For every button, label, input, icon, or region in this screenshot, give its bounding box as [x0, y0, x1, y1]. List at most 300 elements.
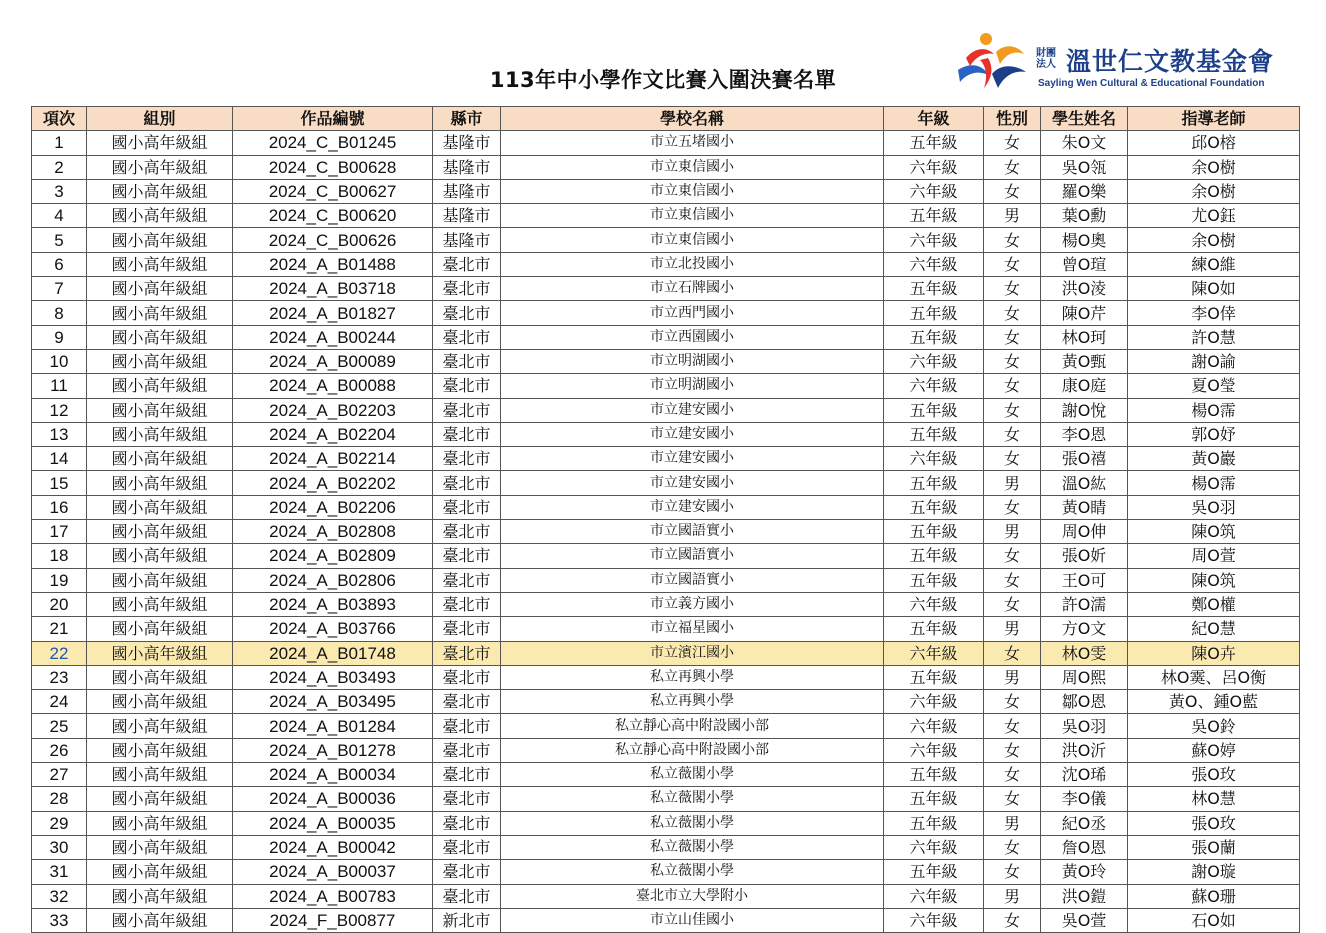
cell-grade: 五年級 [884, 568, 984, 592]
table-row [32, 374, 1300, 398]
cell-student: 吳O瓴 [1041, 155, 1128, 179]
cell-teacher: 林O霙、呂O衡 [1128, 665, 1300, 689]
cell-city: 臺北市 [433, 738, 501, 762]
table-row [32, 811, 1300, 835]
cell-gender: 女 [984, 787, 1041, 811]
cell-gender: 女 [984, 908, 1041, 932]
cell-teacher: 黃O巖 [1128, 447, 1300, 471]
cell-student: 方O文 [1041, 617, 1128, 641]
table-row [32, 325, 1300, 349]
header-city: 縣市 [433, 107, 501, 131]
cell-index: 5 [32, 228, 87, 252]
table-row [32, 277, 1300, 301]
table-row [32, 349, 1300, 373]
cell-city: 臺北市 [433, 714, 501, 738]
cell-index: 12 [32, 398, 87, 422]
cell-gender: 女 [984, 495, 1041, 519]
cell-work-id: 2024_C_B00620 [233, 204, 433, 228]
cell-school: 私立薇閣小學 [501, 860, 884, 884]
cell-school: 私立薇閣小學 [501, 835, 884, 859]
cell-gender: 女 [984, 860, 1041, 884]
table-header-row [32, 107, 1300, 131]
table-row [32, 398, 1300, 422]
cell-work-id: 2024_A_B02203 [233, 398, 433, 422]
cell-gender: 女 [984, 374, 1041, 398]
cell-city: 臺北市 [433, 665, 501, 689]
cell-gender: 男 [984, 520, 1041, 544]
cell-teacher: 許O慧 [1128, 325, 1300, 349]
cell-gender: 女 [984, 714, 1041, 738]
cell-grade: 六年級 [884, 252, 984, 276]
cell-work-id: 2024_C_B00627 [233, 179, 433, 203]
cell-group: 國小高年級組 [87, 398, 233, 422]
foundation-type-label: 財團法人 [1036, 48, 1056, 70]
cell-student: 李O儀 [1041, 787, 1128, 811]
cell-school: 市立石牌國小 [501, 277, 884, 301]
cell-teacher: 余O樹 [1128, 155, 1300, 179]
cell-group: 國小高年級組 [87, 374, 233, 398]
cell-work-id: 2024_A_B01748 [233, 641, 433, 665]
table-row [32, 422, 1300, 446]
table-row [32, 617, 1300, 641]
cell-student: 林O珂 [1041, 325, 1128, 349]
table-row [32, 835, 1300, 859]
cell-school: 市立建安國小 [501, 447, 884, 471]
cell-city: 臺北市 [433, 690, 501, 714]
cell-group: 國小高年級組 [87, 252, 233, 276]
cell-student: 王O可 [1041, 568, 1128, 592]
cell-school: 市立東信國小 [501, 155, 884, 179]
cell-group: 國小高年級組 [87, 179, 233, 203]
cell-index: 21 [32, 617, 87, 641]
cell-group: 國小高年級組 [87, 641, 233, 665]
cell-gender: 男 [984, 665, 1041, 689]
cell-city: 臺北市 [433, 763, 501, 787]
table-row [32, 301, 1300, 325]
table-row [32, 592, 1300, 616]
cell-school: 私立再興小學 [501, 690, 884, 714]
cell-gender: 女 [984, 835, 1041, 859]
cell-school: 市立建安國小 [501, 422, 884, 446]
cell-work-id: 2024_A_B03718 [233, 277, 433, 301]
cell-work-id: 2024_C_B00626 [233, 228, 433, 252]
cell-work-id: 2024_A_B02204 [233, 422, 433, 446]
cell-teacher: 黃O、鍾O藍 [1128, 690, 1300, 714]
table-row [32, 860, 1300, 884]
cell-index: 8 [32, 301, 87, 325]
cell-student: 陳O芹 [1041, 301, 1128, 325]
cell-city: 臺北市 [433, 252, 501, 276]
cell-school: 市立國語實小 [501, 568, 884, 592]
header-gender: 性別 [984, 107, 1041, 131]
cell-teacher: 夏O瑩 [1128, 374, 1300, 398]
cell-student: 曾O瑄 [1041, 252, 1128, 276]
cell-city: 臺北市 [433, 471, 501, 495]
cell-index: 1 [32, 131, 87, 155]
cell-index: 30 [32, 835, 87, 859]
cell-grade: 五年級 [884, 860, 984, 884]
cell-grade: 五年級 [884, 763, 984, 787]
cell-city: 臺北市 [433, 617, 501, 641]
table-row [32, 908, 1300, 932]
cell-school: 市立東信國小 [501, 228, 884, 252]
table-row [32, 495, 1300, 519]
cell-gender: 男 [984, 811, 1041, 835]
cell-teacher: 紀O慧 [1128, 617, 1300, 641]
cell-gender: 女 [984, 447, 1041, 471]
cell-gender: 女 [984, 325, 1041, 349]
cell-work-id: 2024_A_B02809 [233, 544, 433, 568]
cell-grade: 六年級 [884, 179, 984, 203]
cell-grade: 六年級 [884, 349, 984, 373]
cell-index: 15 [32, 471, 87, 495]
cell-grade: 五年級 [884, 325, 984, 349]
cell-school: 私立薇閣小學 [501, 763, 884, 787]
cell-school: 市立東信國小 [501, 204, 884, 228]
cell-work-id: 2024_A_B00037 [233, 860, 433, 884]
cell-grade: 六年級 [884, 908, 984, 932]
cell-school: 私立薇閣小學 [501, 787, 884, 811]
cell-index: 33 [32, 908, 87, 932]
cell-work-id: 2024_A_B02202 [233, 471, 433, 495]
cell-grade: 五年級 [884, 204, 984, 228]
table-row [32, 228, 1300, 252]
cell-grade: 五年級 [884, 811, 984, 835]
header-index: 項次 [32, 107, 87, 131]
cell-work-id: 2024_A_B00783 [233, 884, 433, 908]
header-teacher: 指導老師 [1128, 107, 1300, 131]
cell-gender: 女 [984, 422, 1041, 446]
cell-gender: 男 [984, 471, 1041, 495]
cell-grade: 六年級 [884, 228, 984, 252]
cell-group: 國小高年級組 [87, 763, 233, 787]
table-row [32, 714, 1300, 738]
cell-work-id: 2024_A_B01278 [233, 738, 433, 762]
cell-group: 國小高年級組 [87, 495, 233, 519]
cell-group: 國小高年級組 [87, 690, 233, 714]
cell-student: 洪O沂 [1041, 738, 1128, 762]
cell-grade: 六年級 [884, 374, 984, 398]
cell-school: 市立山佳國小 [501, 908, 884, 932]
cell-grade: 六年級 [884, 738, 984, 762]
table-row [32, 787, 1300, 811]
cell-index: 20 [32, 592, 87, 616]
cell-teacher: 謝O諭 [1128, 349, 1300, 373]
cell-group: 國小高年級組 [87, 155, 233, 179]
cell-city: 新北市 [433, 908, 501, 932]
cell-teacher: 蘇O婷 [1128, 738, 1300, 762]
cell-grade: 五年級 [884, 665, 984, 689]
cell-student: 洪O鎧 [1041, 884, 1128, 908]
cell-index: 4 [32, 204, 87, 228]
cell-student: 詹O恩 [1041, 835, 1128, 859]
foundation-name-en: Sayling Wen Cultural & Educational Foundation [1038, 78, 1265, 89]
cell-teacher: 鄭O權 [1128, 592, 1300, 616]
cell-grade: 六年級 [884, 641, 984, 665]
cell-city: 臺北市 [433, 325, 501, 349]
cell-student: 吳O羽 [1041, 714, 1128, 738]
cell-work-id: 2024_A_B00036 [233, 787, 433, 811]
cell-city: 臺北市 [433, 568, 501, 592]
cell-work-id: 2024_A_B01488 [233, 252, 433, 276]
header-group: 組別 [87, 107, 233, 131]
cell-school: 市立明湖國小 [501, 349, 884, 373]
cell-grade: 五年級 [884, 787, 984, 811]
cell-teacher: 楊O霈 [1128, 471, 1300, 495]
cell-index: 3 [32, 179, 87, 203]
cell-student: 周O熙 [1041, 665, 1128, 689]
cell-teacher: 張O玫 [1128, 763, 1300, 787]
cell-school: 市立義方國小 [501, 592, 884, 616]
cell-group: 國小高年級組 [87, 301, 233, 325]
cell-index: 26 [32, 738, 87, 762]
cell-student: 康O庭 [1041, 374, 1128, 398]
cell-group: 國小高年級組 [87, 714, 233, 738]
cell-work-id: 2024_A_B00042 [233, 835, 433, 859]
cell-group: 國小高年級組 [87, 811, 233, 835]
cell-index: 14 [32, 447, 87, 471]
cell-index: 25 [32, 714, 87, 738]
cell-gender: 女 [984, 568, 1041, 592]
cell-work-id: 2024_A_B01284 [233, 714, 433, 738]
cell-grade: 五年級 [884, 301, 984, 325]
cell-index: 17 [32, 520, 87, 544]
cell-school: 市立西門國小 [501, 301, 884, 325]
cell-gender: 男 [984, 884, 1041, 908]
cell-student: 謝O悅 [1041, 398, 1128, 422]
cell-work-id: 2024_A_B00089 [233, 349, 433, 373]
cell-student: 羅O樂 [1041, 179, 1128, 203]
cell-grade: 六年級 [884, 835, 984, 859]
cell-city: 臺北市 [433, 447, 501, 471]
cell-gender: 女 [984, 349, 1041, 373]
cell-gender: 女 [984, 155, 1041, 179]
cell-group: 國小高年級組 [87, 277, 233, 301]
cell-student: 黃O玲 [1041, 860, 1128, 884]
cell-teacher: 陳O如 [1128, 277, 1300, 301]
cell-teacher: 李O倖 [1128, 301, 1300, 325]
cell-index: 16 [32, 495, 87, 519]
cell-index: 9 [32, 325, 87, 349]
cell-work-id: 2024_C_B00628 [233, 155, 433, 179]
cell-student: 黃O甄 [1041, 349, 1128, 373]
cell-index: 31 [32, 860, 87, 884]
cell-student: 葉O勳 [1041, 204, 1128, 228]
cell-work-id: 2024_A_B02808 [233, 520, 433, 544]
cell-group: 國小高年級組 [87, 544, 233, 568]
table-row [32, 690, 1300, 714]
cell-student: 許O濡 [1041, 592, 1128, 616]
header-grade: 年級 [884, 107, 984, 131]
table-row [32, 665, 1300, 689]
cell-school: 私立靜心高中附設國小部 [501, 714, 884, 738]
cell-work-id: 2024_A_B00244 [233, 325, 433, 349]
cell-city: 基隆市 [433, 179, 501, 203]
cell-gender: 女 [984, 179, 1041, 203]
table-row [32, 471, 1300, 495]
page-title: 113年中小學作文比賽入圍決賽名單 [489, 68, 837, 92]
cell-school: 私立薇閣小學 [501, 811, 884, 835]
cell-school: 市立國語實小 [501, 520, 884, 544]
cell-group: 國小高年級組 [87, 228, 233, 252]
cell-city: 臺北市 [433, 277, 501, 301]
cell-index: 13 [32, 422, 87, 446]
cell-group: 國小高年級組 [87, 325, 233, 349]
cell-gender: 女 [984, 690, 1041, 714]
cell-student: 周O伸 [1041, 520, 1128, 544]
cell-group: 國小高年級組 [87, 349, 233, 373]
cell-city: 臺北市 [433, 835, 501, 859]
cell-student: 洪O淩 [1041, 277, 1128, 301]
cell-student: 鄒O恩 [1041, 690, 1128, 714]
cell-school: 臺北市立大學附小 [501, 884, 884, 908]
cell-school: 市立國語實小 [501, 544, 884, 568]
cell-city: 臺北市 [433, 422, 501, 446]
cell-teacher: 周O萱 [1128, 544, 1300, 568]
cell-index: 19 [32, 568, 87, 592]
cell-work-id: 2024_A_B03766 [233, 617, 433, 641]
cell-group: 國小高年級組 [87, 422, 233, 446]
cell-student: 張O妡 [1041, 544, 1128, 568]
cell-group: 國小高年級組 [87, 131, 233, 155]
cell-city: 臺北市 [433, 884, 501, 908]
cell-work-id: 2024_A_B03493 [233, 665, 433, 689]
cell-work-id: 2024_A_B03893 [233, 592, 433, 616]
cell-grade: 五年級 [884, 617, 984, 641]
cell-group: 國小高年級組 [87, 665, 233, 689]
table-row [32, 763, 1300, 787]
cell-group: 國小高年級組 [87, 471, 233, 495]
cell-city: 臺北市 [433, 398, 501, 422]
cell-school: 市立西園國小 [501, 325, 884, 349]
cell-student: 楊O奧 [1041, 228, 1128, 252]
cell-work-id: 2024_A_B02206 [233, 495, 433, 519]
cell-city: 臺北市 [433, 592, 501, 616]
cell-gender: 女 [984, 252, 1041, 276]
cell-teacher: 林O慧 [1128, 787, 1300, 811]
table-row [32, 520, 1300, 544]
cell-teacher: 練O維 [1128, 252, 1300, 276]
cell-index: 27 [32, 763, 87, 787]
cell-city: 臺北市 [433, 641, 501, 665]
cell-group: 國小高年級組 [87, 592, 233, 616]
cell-index: 32 [32, 884, 87, 908]
cell-school: 市立明湖國小 [501, 374, 884, 398]
cell-grade: 五年級 [884, 398, 984, 422]
cell-index: 23 [32, 665, 87, 689]
cell-work-id: 2024_A_B03495 [233, 690, 433, 714]
table-row [32, 738, 1300, 762]
cell-city: 基隆市 [433, 204, 501, 228]
cell-school: 市立福星國小 [501, 617, 884, 641]
cell-index: 28 [32, 787, 87, 811]
cell-work-id: 2024_F_B00877 [233, 908, 433, 932]
cell-index: 22 [32, 641, 87, 665]
table-row [32, 179, 1300, 203]
cell-gender: 女 [984, 641, 1041, 665]
cell-student: 張O禧 [1041, 447, 1128, 471]
cell-teacher: 郭O妤 [1128, 422, 1300, 446]
cell-student: 溫O紘 [1041, 471, 1128, 495]
cell-grade: 六年級 [884, 447, 984, 471]
cell-group: 國小高年級組 [87, 884, 233, 908]
cell-gender: 女 [984, 763, 1041, 787]
cell-grade: 五年級 [884, 471, 984, 495]
cell-gender: 女 [984, 228, 1041, 252]
cell-index: 24 [32, 690, 87, 714]
cell-city: 臺北市 [433, 544, 501, 568]
cell-group: 國小高年級組 [87, 568, 233, 592]
header-work-id: 作品編號 [233, 107, 433, 131]
cell-student: 吳O萱 [1041, 908, 1128, 932]
cell-work-id: 2024_A_B00035 [233, 811, 433, 835]
table-row [32, 568, 1300, 592]
cell-work-id: 2024_C_B01245 [233, 131, 433, 155]
cell-gender: 女 [984, 738, 1041, 762]
table-row [32, 884, 1300, 908]
cell-group: 國小高年級組 [87, 860, 233, 884]
cell-grade: 六年級 [884, 884, 984, 908]
cell-grade: 六年級 [884, 592, 984, 616]
cell-teacher: 邱O榕 [1128, 131, 1300, 155]
cell-index: 29 [32, 811, 87, 835]
cell-teacher: 陳O筑 [1128, 568, 1300, 592]
cell-grade: 五年級 [884, 422, 984, 446]
cell-teacher: 陳O卉 [1128, 641, 1300, 665]
cell-student: 紀O丞 [1041, 811, 1128, 835]
cell-teacher: 余O樹 [1128, 179, 1300, 203]
foundation-name-zh: 溫世仁文教基金會 [1066, 47, 1275, 76]
cell-student: 林O雯 [1041, 641, 1128, 665]
cell-group: 國小高年級組 [87, 520, 233, 544]
cell-school: 市立濱江國小 [501, 641, 884, 665]
cell-work-id: 2024_A_B00088 [233, 374, 433, 398]
table-row [32, 641, 1300, 665]
cell-work-id: 2024_A_B02806 [233, 568, 433, 592]
cell-school: 市立建安國小 [501, 398, 884, 422]
cell-group: 國小高年級組 [87, 787, 233, 811]
cell-index: 7 [32, 277, 87, 301]
cell-student: 黃O睛 [1041, 495, 1128, 519]
table-row [32, 131, 1300, 155]
table-row [32, 544, 1300, 568]
cell-city: 臺北市 [433, 860, 501, 884]
cell-city: 臺北市 [433, 495, 501, 519]
cell-gender: 女 [984, 544, 1041, 568]
cell-group: 國小高年級組 [87, 617, 233, 641]
cell-teacher: 謝O璇 [1128, 860, 1300, 884]
header-school: 學校名稱 [501, 107, 884, 131]
cell-grade: 六年級 [884, 714, 984, 738]
cell-group: 國小高年級組 [87, 908, 233, 932]
cell-city: 臺北市 [433, 374, 501, 398]
cell-gender: 女 [984, 398, 1041, 422]
cell-group: 國小高年級組 [87, 204, 233, 228]
cell-index: 18 [32, 544, 87, 568]
cell-teacher: 石O如 [1128, 908, 1300, 932]
cell-city: 臺北市 [433, 787, 501, 811]
cell-school: 市立北投國小 [501, 252, 884, 276]
cell-school: 私立再興小學 [501, 665, 884, 689]
header-student: 學生姓名 [1041, 107, 1128, 131]
cell-gender: 女 [984, 277, 1041, 301]
cell-school: 市立東信國小 [501, 179, 884, 203]
cell-teacher: 余O樹 [1128, 228, 1300, 252]
cell-index: 6 [32, 252, 87, 276]
cell-work-id: 2024_A_B01827 [233, 301, 433, 325]
cell-student: 李O恩 [1041, 422, 1128, 446]
cell-school: 市立五堵國小 [501, 131, 884, 155]
